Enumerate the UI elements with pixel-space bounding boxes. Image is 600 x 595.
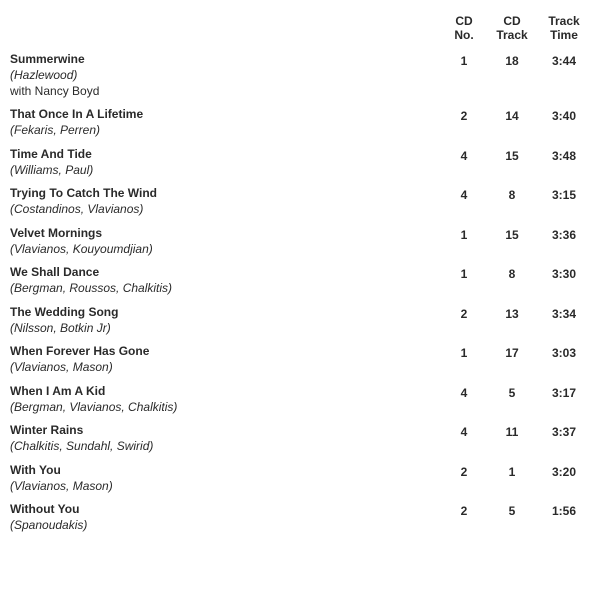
- header-cd-track-line1: CD: [503, 14, 521, 28]
- cd-number: 2: [460, 109, 468, 123]
- table-row: [0, 305, 600, 345]
- track-time: 3:15: [551, 188, 577, 202]
- track-credit: (Fekaris, Perren): [10, 123, 101, 137]
- cd-number: 1: [460, 267, 468, 281]
- table-row: [0, 463, 600, 503]
- track-time: 3:37: [551, 425, 577, 439]
- track-credit: (Vlavianos, Mason): [10, 360, 113, 374]
- cd-number: 4: [460, 148, 468, 163]
- cd-track-number: 15: [505, 227, 519, 242]
- cd-track-number: 5: [508, 385, 516, 400]
- track-time: 1:56: [551, 504, 577, 518]
- cd-track-number: 5: [508, 504, 516, 518]
- track-credit: (Vlavianos, Kouyoumdjian): [10, 241, 153, 256]
- cd-track-number: 18: [505, 54, 519, 68]
- track-title: Velvet Mornings: [10, 225, 103, 240]
- track-time: 3:17: [551, 385, 577, 400]
- track-time: 3:20: [551, 464, 577, 479]
- track-title: The Wedding Song: [10, 304, 119, 319]
- table-row: [0, 147, 600, 187]
- table-row: [0, 423, 600, 463]
- header-track-time-line1: Track: [548, 14, 580, 28]
- track-time: 3:34: [551, 306, 577, 321]
- table-row: [0, 265, 600, 305]
- track-title: Time And Tide: [10, 146, 92, 161]
- track-time: 3:30: [551, 267, 577, 281]
- table-row: [0, 344, 600, 384]
- cd-track-number: 8: [508, 188, 516, 202]
- header-track-time: [534, 14, 594, 42]
- track-time: 3:03: [551, 346, 577, 360]
- track-title: We Shall Dance: [10, 265, 100, 279]
- track-title: That Once In A Lifetime: [10, 107, 144, 121]
- track-rows: [0, 52, 600, 542]
- header-cd-track-line2: Track: [496, 28, 528, 42]
- track-credit: (Hazlewood): [10, 68, 78, 82]
- track-credit: (Williams, Paul): [10, 162, 94, 177]
- table-header: [0, 14, 600, 46]
- cd-track-number: 11: [505, 425, 519, 439]
- header-cd-no-line1: CD: [455, 14, 473, 28]
- cd-track-number: 17: [505, 346, 519, 360]
- cd-number: 4: [460, 385, 468, 400]
- track-featuring: with Nancy Boyd: [10, 84, 100, 98]
- table-row: [0, 226, 600, 266]
- header-cd-no-line2: No.: [454, 28, 474, 42]
- cd-number: 1: [460, 227, 468, 242]
- cd-number: 2: [460, 306, 468, 321]
- track-title: Without You: [10, 502, 80, 516]
- track-time: 3:44: [551, 54, 577, 68]
- cd-number: 1: [460, 346, 468, 360]
- cd-number: 4: [460, 425, 468, 439]
- track-credit: (Chalkitis, Sundahl, Swirid): [10, 439, 154, 453]
- table-row: [0, 502, 600, 542]
- track-title: Trying To Catch The Wind: [10, 186, 157, 200]
- table-row: [0, 107, 600, 147]
- header-cd-track: [482, 14, 542, 42]
- cd-track-number: 1: [508, 464, 516, 479]
- table-row: [0, 384, 600, 424]
- header-track-time-line2: Time: [550, 28, 578, 42]
- track-credit: (Spanoudakis): [10, 518, 88, 532]
- cd-track-number: 13: [505, 306, 519, 321]
- track-title: When Forever Has Gone: [10, 344, 150, 358]
- cd-number: 1: [460, 54, 468, 68]
- track-credit: (Vlavianos, Mason): [10, 478, 113, 493]
- track-title: Winter Rains: [10, 423, 84, 437]
- table-row: [0, 186, 600, 226]
- cd-number: 2: [460, 464, 468, 479]
- cd-track-number: 14: [505, 109, 519, 123]
- track-time: 3:36: [551, 227, 577, 242]
- cd-number: 2: [460, 504, 468, 518]
- track-credit: (Bergman, Vlavianos, Chalkitis): [10, 399, 178, 414]
- track-credit: (Costandinos, Vlavianos): [10, 202, 144, 216]
- track-time: 3:40: [551, 109, 577, 123]
- track-title: With You: [10, 462, 61, 477]
- cd-number: 4: [460, 188, 468, 202]
- track-title: Summerwine: [10, 52, 85, 66]
- cd-track-number: 8: [508, 267, 516, 281]
- track-time: 3:48: [551, 148, 577, 163]
- track-credit: (Nilsson, Botkin Jr): [10, 320, 111, 335]
- track-credit: (Bergman, Roussos, Chalkitis): [10, 281, 173, 295]
- table-row: [0, 52, 600, 107]
- track-title: When I Am A Kid: [10, 383, 106, 398]
- cd-track-number: 15: [505, 148, 519, 163]
